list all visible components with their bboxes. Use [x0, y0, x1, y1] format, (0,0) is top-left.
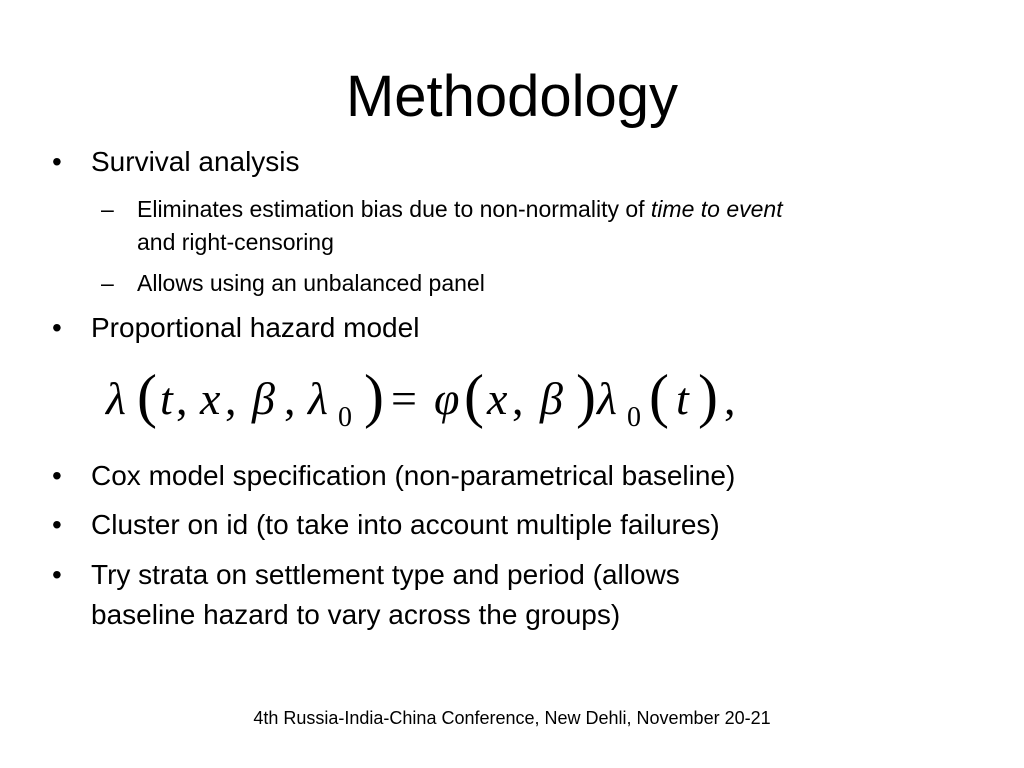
formula-beta: β — [252, 373, 275, 424]
sub-bullet-mark: – — [101, 196, 114, 222]
sub-bullet-text-plain: Eliminates estimation bias due to non-normality of — [137, 196, 651, 222]
sub-bullet-text — [137, 194, 783, 224]
formula-lambda: λ — [308, 373, 328, 424]
formula-t: t — [676, 373, 689, 424]
formula-lambda: λ — [597, 373, 617, 424]
formula-t: t — [160, 373, 173, 424]
bullet-mark: • — [52, 460, 62, 491]
formula-lambda: λ — [106, 373, 126, 424]
formula-comma: , — [284, 373, 296, 424]
sub-bullet-text-italic: time to event — [650, 196, 783, 222]
bullet-mark: • — [52, 559, 62, 590]
sub-bullet-mark: – — [101, 270, 114, 296]
formula-phi: φ — [434, 373, 460, 424]
formula-x: x — [200, 373, 221, 424]
sub-bullet-text-line2: and right-censoring — [137, 229, 334, 255]
formula-subscript-zero: 0 — [627, 402, 641, 433]
formula-lparen: ( — [464, 363, 484, 429]
formula-comma: , — [512, 373, 524, 424]
formula-beta: β — [540, 373, 563, 424]
formula-comma: , — [225, 373, 237, 424]
sub-bullet-text: Allows using an unbalanced panel — [137, 270, 485, 296]
formula-lparen: ( — [137, 363, 157, 429]
formula-comma: , — [176, 373, 188, 424]
formula-rparen: ) — [364, 363, 384, 429]
formula-subscript-zero: 0 — [338, 402, 352, 433]
bullet-mark: • — [52, 509, 62, 540]
bullet-text: Cluster on id (to take into account multiple failures) — [91, 509, 720, 540]
bullet-text-line2: baseline hazard to vary across the groups) — [91, 599, 621, 630]
formula-rparen: ) — [698, 363, 718, 429]
hazard-formula — [104, 362, 754, 440]
slide-title: Methodology — [345, 64, 679, 129]
bullet-text: Try strata on settlement type and period (allows — [91, 559, 680, 590]
formula-comma: , — [724, 373, 736, 424]
formula-x: x — [487, 373, 508, 424]
bullet-text: Survival analysis — [91, 146, 300, 177]
slide-footer: 4th Russia-India-China Conference, New Dehli, November 20-21 — [253, 708, 771, 728]
bullet-text: Cox model specification (non-parametrical baseline) — [91, 460, 736, 491]
bullet-mark: • — [52, 312, 62, 343]
formula-equals: = — [391, 373, 417, 424]
formula-lparen: ( — [649, 363, 669, 429]
formula-rparen: ) — [576, 363, 596, 429]
bullet-text: Proportional hazard model — [91, 312, 420, 343]
bullet-mark: • — [52, 146, 62, 177]
